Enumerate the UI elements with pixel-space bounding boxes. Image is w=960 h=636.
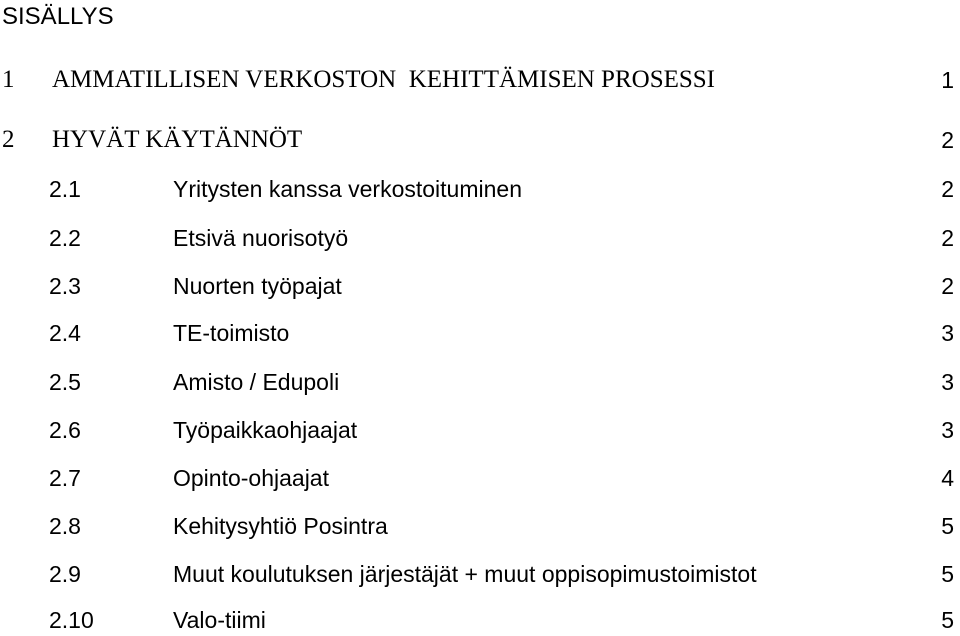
toc-entry-title: Muut koulutuksen järjestäjät + muut oppisopimustoimistot [173, 561, 757, 587]
toc-entry-title: Työpaikkaohjaajat [173, 417, 358, 443]
toc-entry-2-7[interactable] [0, 462, 960, 494]
toc-entry-page: 5 [941, 513, 954, 539]
toc-entry-number: 2.1 [49, 176, 81, 202]
toc-entry-number: 2.2 [49, 225, 81, 251]
toc-entry-title: TE-toimisto [173, 320, 290, 346]
toc-entry-page: 3 [941, 369, 954, 395]
toc-entry-2[interactable] [0, 124, 960, 156]
toc-entry-title: Kehitysyhtiö Posintra [173, 513, 388, 539]
toc-entry-page: 4 [941, 465, 954, 491]
toc-entry-title: HYVÄT KÄYTÄNNÖT [52, 126, 303, 153]
toc-entry-number: 2.3 [49, 273, 81, 299]
toc-entry-page: 3 [941, 417, 954, 443]
toc-entry-page: 3 [941, 320, 954, 346]
toc-entry-title: Amisto / Edupoli [173, 369, 340, 395]
toc-entry-number: 2.4 [49, 320, 81, 346]
toc-entry-number: 2.9 [49, 561, 81, 587]
toc-entry-2-8[interactable] [0, 510, 960, 542]
toc-entry-number: 2.5 [49, 369, 81, 395]
toc-entry-2-6[interactable] [0, 414, 960, 446]
toc-entry-title: AMMATILLISEN VERKOSTON KEHITTÄMISEN PROSESSI [52, 66, 716, 93]
toc-entry-page: 2 [941, 127, 954, 153]
toc-entry-title: Yritysten kanssa verkostoituminen [173, 176, 522, 202]
toc-entry-number: 2.6 [49, 417, 81, 443]
toc-entry-page: 2 [941, 273, 954, 299]
toc-entry-1[interactable] [0, 64, 960, 96]
toc-entry-2-3[interactable] [0, 270, 960, 302]
toc-entry-2-1[interactable] [0, 173, 960, 205]
toc-entry-page: 2 [941, 176, 954, 202]
toc-entry-number: 2.7 [49, 465, 81, 491]
toc-entry-number: 1 [2, 66, 15, 93]
toc-entry-2-2[interactable] [0, 222, 960, 254]
toc-entry-number: 2.8 [49, 513, 81, 539]
toc-entry-number: 2.10 [49, 607, 94, 633]
toc-entry-2-9[interactable] [0, 558, 960, 590]
toc-entry-title: Valo-tiimi [173, 607, 266, 633]
toc-entry-page: 1 [941, 67, 954, 93]
toc-entry-2-4[interactable] [0, 317, 960, 349]
toc-entry-page: 2 [941, 225, 954, 251]
toc-entry-page: 5 [941, 607, 954, 633]
toc-entry-page: 5 [941, 561, 954, 587]
toc-entry-title: Etsivä nuorisotyö [173, 225, 349, 251]
toc-entry-2-5[interactable] [0, 366, 960, 398]
toc-entry-number: 2 [2, 126, 15, 153]
toc-entry-title: Nuorten työpajat [173, 273, 342, 299]
toc-heading: SISÄLLYS [2, 3, 114, 30]
toc-entry-2-10[interactable] [0, 604, 960, 636]
toc-entry-title: Opinto-ohjaajat [173, 465, 329, 491]
